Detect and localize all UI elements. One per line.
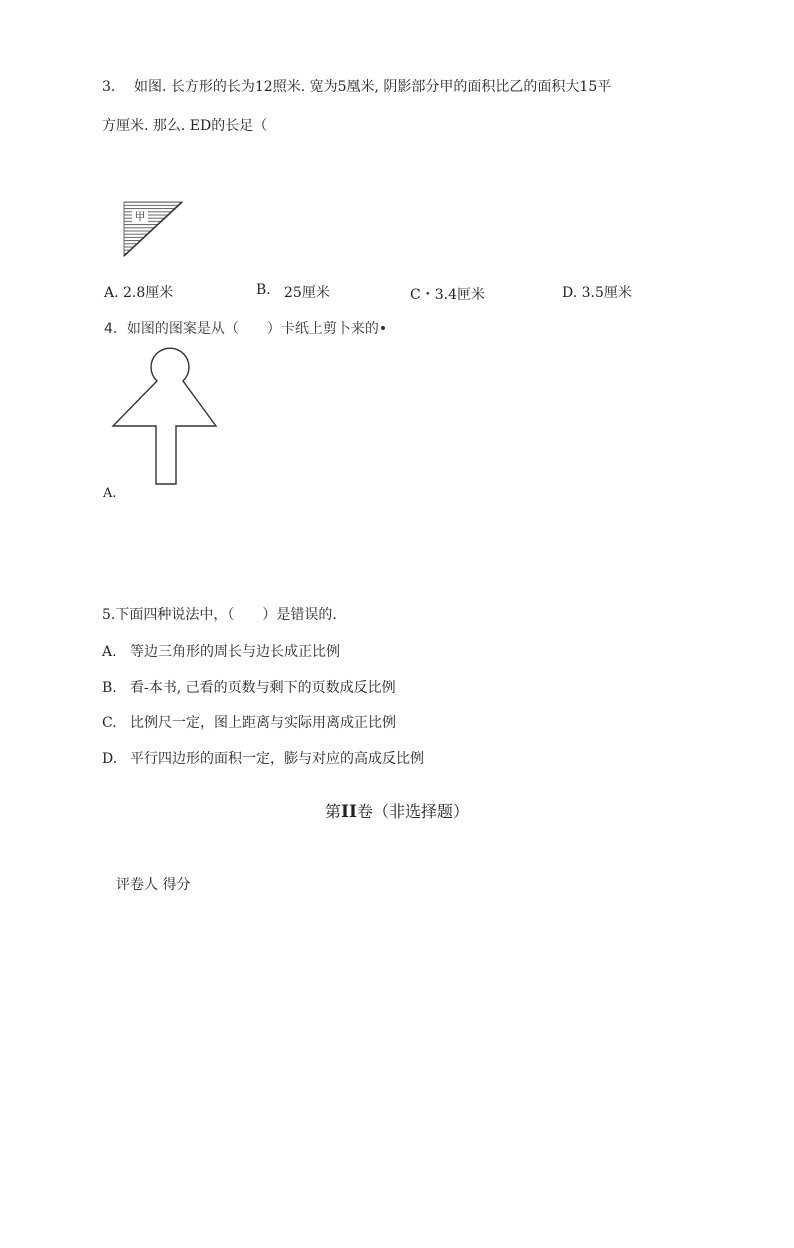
q5-option-b-letter: B.	[102, 680, 117, 696]
q3-figure-label: 甲	[134, 210, 146, 223]
q4-stem: 4．如图的图案是从（ ）卡纸上剪卜来的•	[104, 321, 388, 337]
q4-figure	[110, 344, 222, 490]
q5-stem: 5.下面四种说法中，（ ）是错误的.	[102, 607, 337, 623]
q3-stem-text: 如图. 长方形的长为12照米. 宽为5凰米, 阴影部分甲的面积比乙的面积大15平	[134, 79, 612, 95]
q5-option-b[interactable]	[102, 677, 396, 697]
section-title-suffix: 卷（非选择题）	[356, 802, 469, 821]
q3-option-b-text[interactable]: 25厘米	[284, 285, 330, 301]
q3-option-d[interactable]: D. 3.5厘米	[562, 285, 632, 301]
q5-option-a[interactable]	[102, 641, 340, 661]
section-title-prefix: 第	[325, 802, 342, 821]
q4-figure-outline	[113, 348, 216, 484]
section-title	[0, 799, 794, 822]
q5-option-a-letter: A.	[102, 644, 117, 660]
q5-option-d[interactable]	[102, 748, 424, 768]
q5-option-d-letter: D.	[102, 751, 118, 767]
q5-option-c-letter: C.	[102, 715, 117, 731]
q3-stem-line1	[102, 76, 611, 96]
grader-score-label: 评卷人 得分	[116, 877, 191, 893]
q4-option-a[interactable]: A.	[103, 486, 117, 501]
q3-stem-line2: 方厘米. 那么. ED的长足（	[102, 118, 268, 134]
q5-option-c[interactable]	[102, 712, 396, 732]
q3-option-c[interactable]: C・3.4匣米	[410, 287, 485, 303]
q5-option-b-text: 看-本书, 己看的页数与剩下的页数成反比例	[130, 680, 396, 696]
q5-option-a-text: 等边三角形的周长与边长成正比例	[130, 644, 340, 660]
q5-option-c-text: 比例尺一定，图上距离与实际用离成正比例	[130, 715, 396, 731]
q5-option-d-text: 平行四边形的面积一定，膨与对应的高成反比例	[130, 751, 424, 767]
q3-figure	[120, 198, 186, 260]
section-title-roman: II	[341, 802, 357, 822]
q3-number: 3.	[102, 79, 116, 95]
q3-option-b-letter[interactable]: B.	[256, 282, 271, 298]
q3-option-a[interactable]: A. 2.8厘米	[104, 285, 174, 301]
